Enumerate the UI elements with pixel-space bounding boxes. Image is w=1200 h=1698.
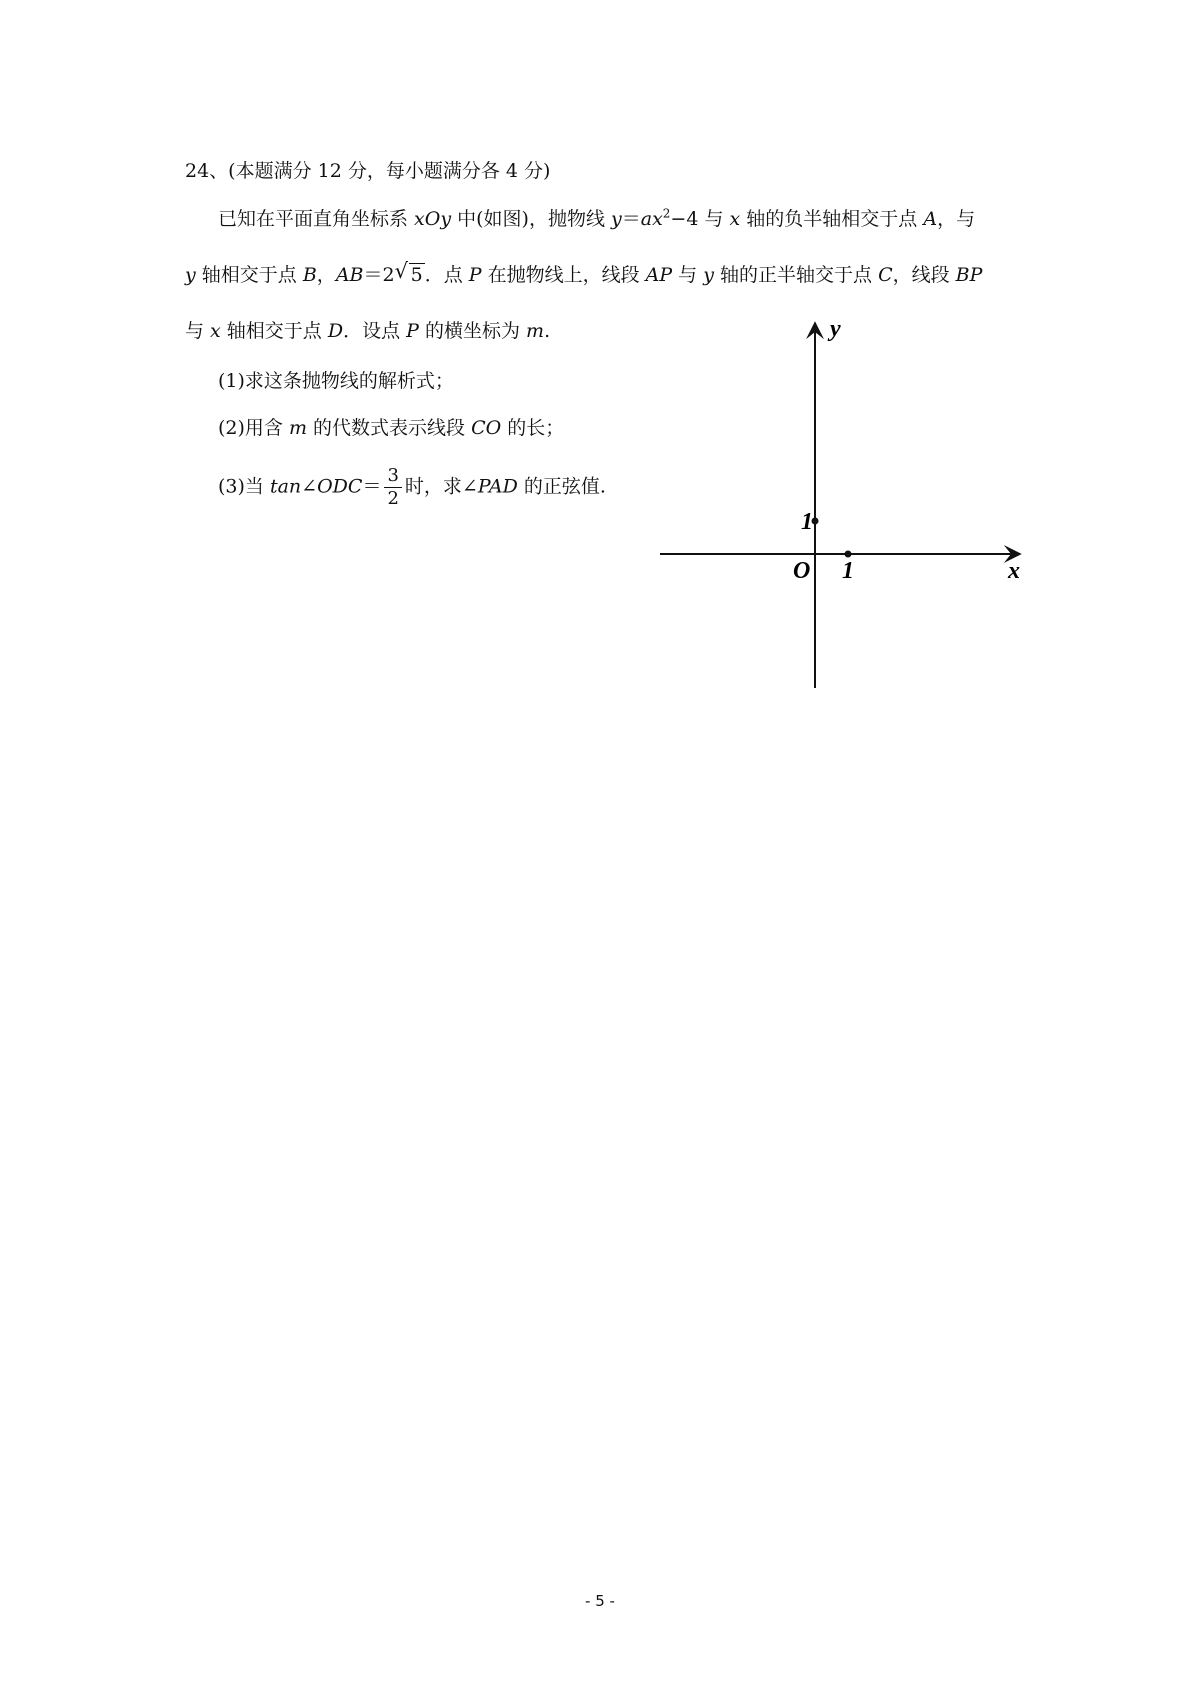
point-c: C xyxy=(878,264,893,286)
text: 与 xyxy=(672,264,704,286)
coordinate-graph xyxy=(650,318,1030,698)
text: 的横坐标为 xyxy=(418,320,527,342)
text: ＝2 xyxy=(363,264,395,286)
page-number: - 5 - xyxy=(585,1592,615,1610)
text: ，与 xyxy=(937,208,976,230)
text: 与 xyxy=(698,208,730,230)
text: (3)当 xyxy=(218,475,270,498)
text: (2)用含 xyxy=(218,417,289,439)
text: ．点 xyxy=(424,264,469,286)
text: 已知在平面直角坐标系 xyxy=(218,208,415,230)
segment-ab: AB xyxy=(335,264,364,286)
question-1-text: (1)求这条抛物线的解析式； xyxy=(218,370,454,392)
text: 轴的负半轴相交于点 xyxy=(740,208,924,230)
var-a: a xyxy=(640,208,653,230)
intro-line-3 xyxy=(185,318,550,344)
text: 与 xyxy=(185,320,211,342)
segment-co: CO xyxy=(471,417,502,439)
text: 的正弦值. xyxy=(517,475,606,498)
segment-bp: BP xyxy=(955,264,983,286)
segment-ap: AP xyxy=(645,264,673,286)
text: 中(如图)，抛物线 xyxy=(451,208,611,230)
var-x: x xyxy=(210,320,221,342)
x-tick-label: 1 xyxy=(842,558,854,584)
equals: ＝ xyxy=(621,208,641,230)
var-y: y xyxy=(703,264,714,286)
text: 轴相交于点 xyxy=(220,320,328,342)
text: 在抛物线上，线段 xyxy=(481,264,646,286)
var-x: x xyxy=(652,208,663,230)
problem-heading xyxy=(185,158,550,184)
angle-symbol: ∠ xyxy=(301,475,318,498)
y-axis-label: y xyxy=(830,318,841,342)
point-p: P xyxy=(406,320,419,342)
denominator: 2 xyxy=(387,488,399,509)
radical-sign: √ xyxy=(394,259,408,283)
text: 的代数式表示线段 xyxy=(307,417,472,439)
angle-odc: ODC xyxy=(317,475,363,498)
text: 时，求∠ xyxy=(404,475,478,498)
point-p: P xyxy=(468,264,482,286)
x-axis-label: x xyxy=(1008,558,1020,584)
y-tick-label: 1 xyxy=(801,509,813,535)
origin-label: O xyxy=(793,558,811,584)
var-m: m xyxy=(526,320,545,342)
heading-text: 24、(本题满分 12 分，每小题满分各 4 分) xyxy=(185,160,551,182)
text: 轴的正半轴交于点 xyxy=(713,264,879,286)
exponent: 2 xyxy=(662,206,671,221)
text: . xyxy=(544,320,551,342)
point-d: D xyxy=(327,320,344,342)
var-x: x xyxy=(729,208,741,230)
angle-pad: PAD xyxy=(477,475,518,498)
intro-line-1 xyxy=(218,206,975,232)
var-m: m xyxy=(288,417,307,439)
text: ．设点 xyxy=(343,320,407,342)
coord-system: xOy xyxy=(414,208,452,230)
question-1 xyxy=(218,368,454,394)
equals: ＝ xyxy=(362,475,382,498)
text: ，线段 xyxy=(892,264,956,286)
question-2 xyxy=(218,415,564,441)
text: 的长； xyxy=(501,417,565,439)
tan-function: tan xyxy=(269,475,302,498)
var-y: y xyxy=(610,208,622,230)
question-3 xyxy=(218,465,606,510)
point-a: A xyxy=(923,208,938,230)
x-tick-point xyxy=(845,551,852,558)
point-b: B xyxy=(302,264,317,286)
numerator: 3 xyxy=(384,465,401,488)
square-root xyxy=(394,259,425,288)
fraction xyxy=(384,465,401,510)
var-y: y xyxy=(185,264,196,286)
text: 轴相交于点 xyxy=(195,264,303,286)
radicand: 5 xyxy=(410,264,423,286)
constant: −4 xyxy=(670,208,699,230)
text: ， xyxy=(316,264,336,286)
intro-line-2 xyxy=(185,259,983,288)
